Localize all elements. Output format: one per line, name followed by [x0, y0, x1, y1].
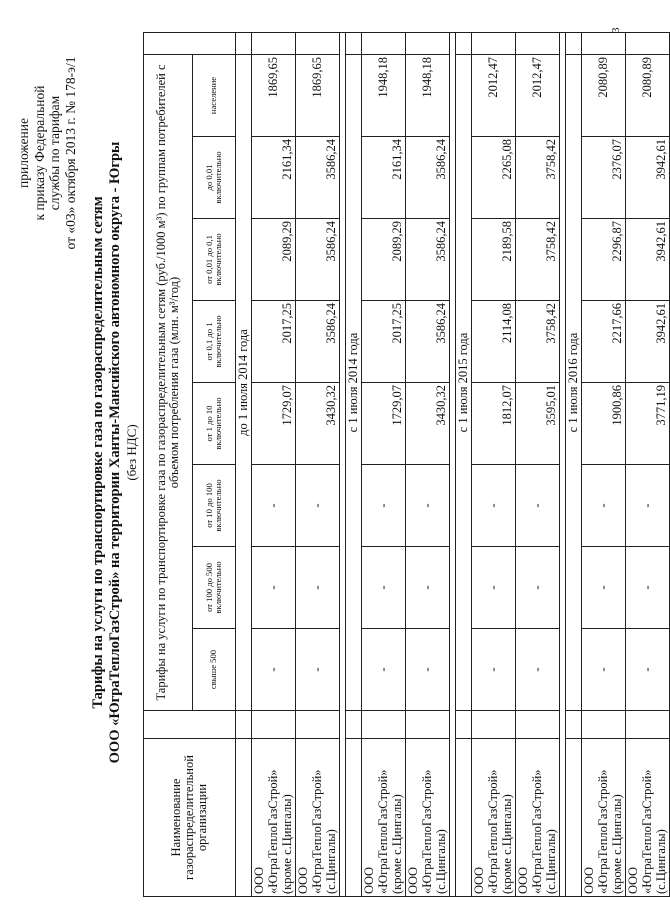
tariff-value: - — [582, 465, 626, 547]
tariff-value: 3430,32 — [406, 383, 450, 465]
row-spacer — [516, 711, 560, 739]
tariff-value: - — [296, 629, 340, 711]
column-header: свыше 500 — [193, 629, 236, 711]
tariff-value: 2265,08 — [472, 137, 516, 219]
tariff-value: 1948,18 — [406, 55, 450, 137]
period-label: с 1 июля 2015 года — [456, 55, 472, 711]
appendix-line: к приказу Федеральной — [31, 85, 47, 221]
tariff-value: - — [516, 465, 560, 547]
period-spacer — [236, 711, 252, 739]
tariff-value: 1948,18 — [362, 55, 406, 137]
period-spacer — [566, 33, 582, 55]
period-label: с 1 июля 2016 года — [566, 55, 582, 711]
tariff-value: 2114,08 — [472, 301, 516, 383]
tariff-value: 3942,61 — [626, 137, 670, 219]
period-label: с 1 июля 2014 года — [346, 55, 362, 711]
tariff-value: - — [626, 465, 670, 547]
row-spacer — [252, 711, 296, 739]
row-spacer — [296, 33, 340, 55]
org-name: ООО «ЮграТеплоГазСтрой» (кроме с.Цингалы) — [362, 739, 406, 897]
page-number: 3 — [610, 27, 622, 33]
column-header: до 0,01 включительно — [193, 137, 236, 219]
period-spacer — [346, 739, 362, 897]
column-header: от 10 до 100 включительно — [193, 465, 236, 547]
tariff-value: - — [362, 629, 406, 711]
row-spacer — [296, 711, 340, 739]
appendix-line: приложение — [16, 118, 31, 188]
tariff-value: 3586,24 — [296, 301, 340, 383]
tariff-value: 3758,42 — [516, 137, 560, 219]
tariff-value: - — [252, 465, 296, 547]
tariff-value: 1869,65 — [252, 55, 296, 137]
org-name: ООО «ЮграТеплоГазСтрой» (с.Цингалы) — [406, 739, 450, 897]
tariff-value: - — [252, 629, 296, 711]
tariff-value: - — [472, 465, 516, 547]
tariff-value: 2296,87 — [582, 219, 626, 301]
tariff-value: 2217,66 — [582, 301, 626, 383]
tariff-value: 3586,24 — [406, 219, 450, 301]
org-name: ООО «ЮграТеплоГазСтрой» (кроме с.Цингалы) — [252, 739, 296, 897]
row-spacer — [362, 33, 406, 55]
tariff-value: 2017,25 — [252, 301, 296, 383]
table-row — [296, 33, 340, 897]
period-label: до 1 июля 2014 года — [236, 55, 252, 711]
tariff-value: 1729,07 — [252, 383, 296, 465]
period-spacer — [456, 739, 472, 897]
tariff-value: - — [362, 547, 406, 629]
tariff-value: 3758,42 — [516, 301, 560, 383]
tariff-value: - — [296, 547, 340, 629]
tariff-value: 1729,07 — [362, 383, 406, 465]
period-spacer — [456, 33, 472, 55]
tariff-value: 3942,61 — [626, 301, 670, 383]
tariff-value: - — [626, 547, 670, 629]
row-spacer — [252, 33, 296, 55]
period-row — [346, 33, 362, 897]
tariff-value: - — [296, 465, 340, 547]
tariff-value: 3586,24 — [406, 137, 450, 219]
tariff-value: 2012,47 — [472, 55, 516, 137]
tariff-value: 3758,42 — [516, 219, 560, 301]
row-spacer — [516, 33, 560, 55]
period-spacer — [346, 711, 362, 739]
column-header: население — [193, 55, 236, 137]
column-header: от 1 до 10 включительно — [193, 383, 236, 465]
tariff-value: - — [626, 629, 670, 711]
period-row — [456, 33, 472, 897]
tariff-value: 2080,89 — [626, 55, 670, 137]
org-name: ООО «ЮграТеплоГазСтрой» (кроме с.Цингалы) — [582, 739, 626, 897]
appendix-line: службы по тарифам — [47, 95, 62, 211]
org-name: ООО «ЮграТеплоГазСтрой» (кроме с.Цингалы) — [472, 739, 516, 897]
period-row — [236, 33, 252, 897]
org-column-header: Наименование газораспределительной организации — [144, 739, 236, 897]
period-spacer — [346, 33, 362, 55]
row-spacer — [626, 33, 670, 55]
tariff-table — [143, 32, 670, 897]
tariff-value: 3586,24 — [406, 301, 450, 383]
table-row — [252, 33, 296, 897]
tariff-value: 3771,19 — [626, 383, 670, 465]
tariff-value: - — [406, 547, 450, 629]
tariff-value: - — [516, 629, 560, 711]
spacer-column — [144, 33, 236, 55]
org-name: ООО «ЮграТеплоГазСтрой» (с.Цингалы) — [626, 739, 670, 897]
table-row — [362, 33, 406, 897]
column-header: от 0,1 до 1 включительно — [193, 301, 236, 383]
tariff-value: - — [362, 465, 406, 547]
tariff-value: 1869,65 — [296, 55, 340, 137]
tariff-value: - — [516, 547, 560, 629]
tariff-value: 2189,58 — [472, 219, 516, 301]
period-spacer — [236, 739, 252, 897]
tariff-value: 2161,34 — [362, 137, 406, 219]
tariff-value: - — [406, 465, 450, 547]
period-spacer — [566, 711, 582, 739]
tariff-value: - — [472, 629, 516, 711]
tariff-value: 2376,07 — [582, 137, 626, 219]
title-line: ООО «ЮграТеплоГазСтрой» на территории Ханты-Мансийского автономного округа - Югры — [107, 141, 123, 764]
tariff-value: - — [582, 629, 626, 711]
row-spacer — [472, 33, 516, 55]
table-row — [626, 33, 670, 897]
tariff-value: 2080,89 — [582, 55, 626, 137]
tariff-value: 1900,86 — [582, 383, 626, 465]
tariff-value: 3586,24 — [296, 219, 340, 301]
title-line: Тарифы на услуги по транспортировке газа по газораспределительным сетям — [90, 196, 106, 709]
tariff-group-header: Тарифы на услуги по транспортировке газа по газораспределительным сетям (руб./1000 м³) по группам потребителей с объемом потребления газа (млн. м³/год) — [144, 55, 193, 711]
row-spacer — [626, 711, 670, 739]
table-row — [472, 33, 516, 897]
org-name: ООО «ЮграТеплоГазСтрой» (с.Цингалы) — [296, 739, 340, 897]
tariff-value: 2012,47 — [516, 55, 560, 137]
table-row — [516, 33, 560, 897]
period-row — [566, 33, 582, 897]
tariff-value: 3586,24 — [296, 137, 340, 219]
tariff-value: - — [252, 547, 296, 629]
tariff-value: - — [582, 547, 626, 629]
tariff-value: 3430,32 — [296, 383, 340, 465]
row-spacer — [362, 711, 406, 739]
period-spacer — [456, 711, 472, 739]
row-spacer — [582, 711, 626, 739]
tariff-value: - — [472, 547, 516, 629]
tariff-value: 3595,01 — [516, 383, 560, 465]
tariff-value: - — [406, 629, 450, 711]
tariff-table-body — [236, 33, 670, 897]
tariff-value: 2089,29 — [362, 219, 406, 301]
document-title — [90, 0, 124, 905]
row-spacer — [582, 33, 626, 55]
period-spacer — [236, 33, 252, 55]
tariff-value: 2089,29 — [252, 219, 296, 301]
vat-note: (без НДС) — [124, 424, 139, 481]
table-row — [582, 33, 626, 897]
table-row — [406, 33, 450, 897]
row-spacer — [406, 711, 450, 739]
tariff-value: 1812,07 — [472, 383, 516, 465]
row-spacer — [406, 33, 450, 55]
org-name: ООО «ЮграТеплоГазСтрой» (с.Цингалы) — [516, 739, 560, 897]
tariff-value: 2017,25 — [362, 301, 406, 383]
column-header: от 0,01 до 0,1 включительно — [193, 219, 236, 301]
row-spacer — [472, 711, 516, 739]
appendix-line: от «03» октября 2013 г. № 178-э/1 — [62, 56, 78, 250]
column-header: от 100 до 500 включительно — [193, 547, 236, 629]
period-spacer — [566, 739, 582, 897]
tariff-value: 3942,61 — [626, 219, 670, 301]
spacer-column — [144, 711, 236, 739]
appendix-note — [16, 35, 78, 271]
tariff-value: 2161,34 — [252, 137, 296, 219]
